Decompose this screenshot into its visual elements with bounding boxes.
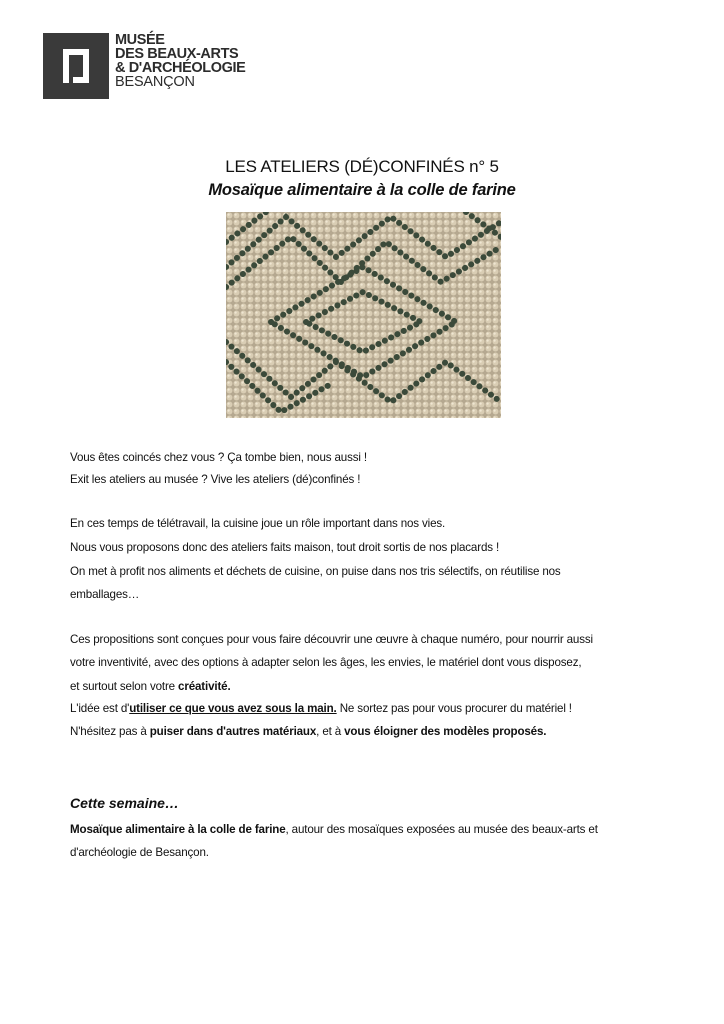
eloigner-emphasis: vous éloigner des modèles proposés.: [344, 725, 547, 738]
para3-line-5: [70, 725, 546, 739]
page-subtitle: Mosaïque alimentaire à la colle de farine: [208, 181, 516, 199]
week-line-2: d'archéologie de Besançon.: [70, 846, 209, 859]
para3-line-4-text-a: L'idée est d': [70, 702, 130, 715]
para3-line-5-text-a: N'hésitez pas à: [70, 725, 150, 738]
intro-line-1: Vous êtes coincés chez vous ? Ça tombe bien, nous aussi !: [70, 451, 367, 464]
para3-line-3-text: et surtout selon votre: [70, 680, 179, 693]
mosaic-photo: [226, 212, 501, 418]
museum-logo-mark-icon: [43, 33, 109, 99]
para3-line-5-text-c: , et à: [316, 725, 345, 738]
logo-line-musee: MUSÉE: [115, 32, 165, 48]
page-title: LES ATELIERS (DÉ)CONFINÉS n° 5: [225, 157, 499, 176]
museum-logo: [43, 33, 253, 99]
para3-line-4-text-c: Ne sortez pas pour vous procurer du matériel !: [336, 702, 572, 715]
week-line-1-text: , autour des mosaïques exposées au musée des beaux-arts et: [285, 823, 598, 836]
para2-line-2: Nous vous proposons donc des ateliers faits maison, tout droit sortis de nos placards !: [70, 541, 500, 554]
week-line-1: [70, 823, 598, 837]
para3-line-2: votre inventivité, avec des options à adapter selon les âges, les envies, le matériel dont vous disposez,: [70, 656, 582, 669]
workshop-name-emphasis: Mosaïque alimentaire à la colle de farine: [70, 823, 286, 836]
logo-line-archeologie: & D'ARCHÉOLOGIE: [115, 60, 246, 76]
intro-line-2: Exit les ateliers au musée ? Vive les ateliers (dé)confinés !: [70, 473, 361, 486]
para2-line-1: En ces temps de télétravail, la cuisine joue un rôle important dans nos vies.: [70, 517, 446, 530]
logo-line-beaux-arts: DES BEAUX-ARTS: [115, 46, 239, 62]
para2-line-3: On met à profit nos aliments et déchets de cuisine, on puise dans nos tris sélectifs, on réutilise nos: [70, 565, 561, 578]
para3-line-4: [70, 702, 572, 716]
museum-logo-text: [115, 33, 245, 89]
utiliser-emphasis: utiliser ce que vous avez sous la main.: [129, 702, 337, 715]
creativite-emphasis: créativité.: [178, 680, 231, 693]
para3-line-3: [70, 680, 231, 694]
section-heading-cette-semaine: Cette semaine…: [70, 795, 179, 811]
logo-bracket-icon: [43, 33, 109, 99]
logo-line-besancon: BESANÇON: [115, 74, 195, 90]
para3-line-1: Ces propositions sont conçues pour vous faire découvrir une œuvre à chaque numéro, pour nourrir aussi: [70, 633, 593, 646]
para2-line-4: emballages…: [70, 588, 140, 601]
puiser-emphasis: puiser dans d'autres matériaux: [149, 725, 317, 738]
